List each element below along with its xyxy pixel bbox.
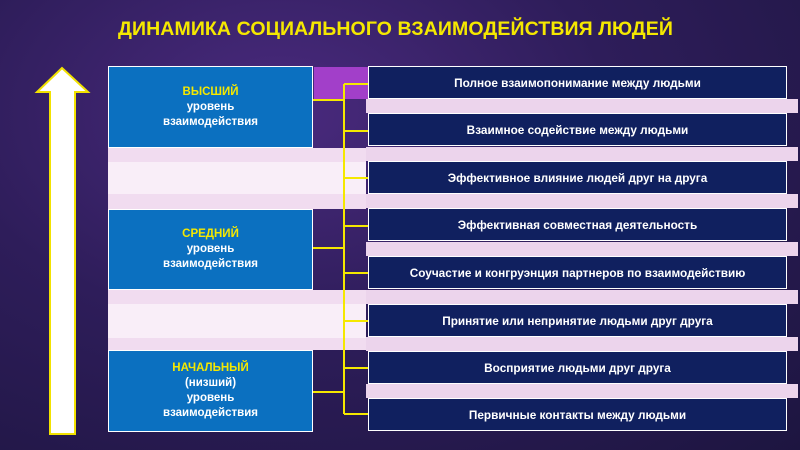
level-name: ВЫСШИЙ — [182, 85, 239, 98]
page-title: ДИНАМИКА СОЦИАЛЬНОГО ВЗАИМОДЕЙСТВИЯ ЛЮДЕЙ — [118, 18, 673, 40]
level-name: СРЕДНИЙ — [182, 228, 239, 240]
stage-box: Взаимное содействие между людьми — [368, 113, 787, 146]
stage-box: Эффективная совместная деятельность — [368, 208, 787, 241]
stage-box: Принятие или непринятие людьми друг друга — [368, 304, 787, 337]
stage-box: Первичные контакты между людьми — [368, 398, 787, 431]
level-line: взаимодействия — [163, 115, 258, 128]
level-line: уровень — [186, 243, 235, 255]
level-name: НАЧАЛЬНЫЙ — [172, 362, 249, 374]
level-line: взаимодействия — [163, 407, 258, 419]
stage-box: Полное взаимопонимание между людьми — [368, 66, 787, 99]
level-line: уровень — [186, 392, 235, 404]
stage-box: Соучастие и конгруэнция партнеров по взаимодействию — [368, 256, 787, 289]
level-line: взаимодействия — [163, 258, 258, 270]
level-line: уровень — [186, 100, 235, 113]
level-line: (низший) — [184, 377, 237, 389]
stage-box: Эффективное влияние людей друг на друга — [368, 161, 787, 194]
stage-box: Восприятие людьми друг друга — [368, 351, 787, 384]
